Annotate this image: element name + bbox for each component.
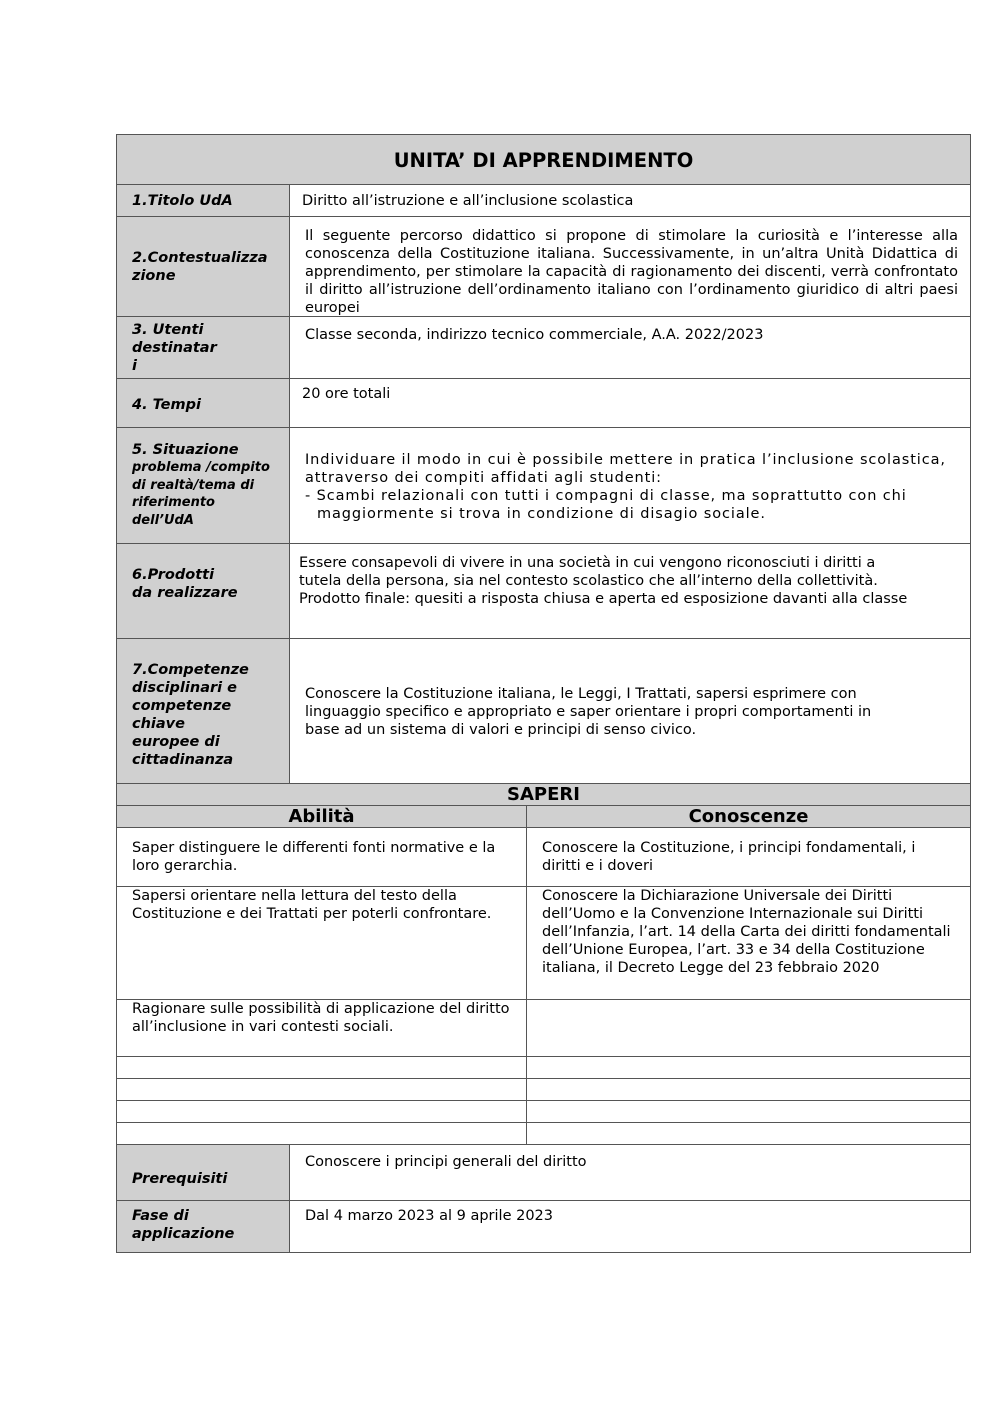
table-row-empty	[116, 1100, 971, 1123]
abilita-cell: Ragionare sulle possibilità di applicazione del diritto all’inclusione in vari contesti sociali.	[116, 999, 527, 1057]
row-tempi	[116, 378, 971, 428]
conoscenze-cell	[526, 999, 971, 1057]
label-tempi	[116, 378, 290, 428]
row-fase	[116, 1200, 971, 1253]
row-contestualizzazione	[116, 216, 971, 317]
label-competenze-l3: competenze	[132, 698, 232, 714]
value-situazione	[289, 427, 971, 544]
value-contestualizzazione: Il seguente percorso didattico si propone di stimolare la curiosità e l’interesse alla conoscenza della Costituzione italiana. Successivamente, in un’altra Unità Didattica di apprendimento, per stimolare la capacità di ragionamento dei discenti, verrà confrontato il diritto all’istruzione dell’ordinamento italiano con l’ordinamento giuridico di altri paesi europei	[289, 216, 971, 317]
saperi-heading: SAPERI	[116, 783, 971, 806]
empty-cell	[526, 1056, 971, 1079]
label-utenti	[116, 316, 290, 379]
label-utenti-l2: destinatar	[132, 339, 217, 356]
label-situazione-l3: di realtà/tema di	[132, 477, 255, 493]
label-competenze-l2: disciplinari e	[132, 680, 237, 696]
label-competenze-l6: cittadinanza	[132, 752, 234, 768]
label-prodotti	[116, 543, 290, 639]
label-contestualizzazione	[116, 216, 290, 317]
situazione-bullet: - Scambi relazionali con tutti i compagni di classe, ma soprattutto con chi maggiormente si trova in condizione di disagio sociale.	[317, 487, 970, 523]
row-prodotti	[116, 543, 971, 639]
label-competenze	[116, 638, 290, 784]
label-situazione-l2: problema /compito	[132, 460, 270, 476]
label-prodotti-l1: 6.Prodotti	[132, 567, 215, 583]
value-prodotti	[289, 543, 971, 639]
label-situazione-l5: dell’UdA	[132, 512, 194, 528]
table-row	[116, 827, 971, 887]
label-competenze-l4: chiave	[132, 716, 185, 732]
row-prerequisiti	[116, 1144, 971, 1201]
row-competenze	[116, 638, 971, 784]
conoscenze-cell: Conoscere la Costituzione, i principi fondamentali, i diritti e i doveri	[526, 827, 971, 887]
label-utenti-l3: i	[132, 357, 137, 374]
table-row-empty	[116, 1122, 971, 1145]
table-row-empty	[116, 1056, 971, 1079]
row-situazione	[116, 427, 971, 544]
label-situazione-l1: 5. Situazione	[132, 441, 239, 458]
empty-cell	[116, 1056, 527, 1079]
saperi-header-row	[116, 805, 971, 828]
header-conoscenze: Conoscenze	[526, 805, 971, 828]
table-row	[116, 886, 971, 1000]
label-fase-l2: applicazione	[132, 1226, 235, 1242]
situazione-list	[305, 487, 970, 523]
situazione-intro: Individuare il modo in cui è possibile mettere in pratica l’inclusione scolastica, attraverso dei compiti affidati agli studenti:	[305, 452, 946, 486]
label-situazione	[116, 427, 290, 544]
value-prerequisiti: Conoscere i principi generali del diritto	[289, 1144, 971, 1201]
label-prodotti-l2: da realizzare	[132, 585, 238, 601]
label-utenti-l1: 3. Utenti	[132, 321, 204, 338]
abilita-cell: Saper distinguere le differenti fonti normative e la loro gerarchia.	[116, 827, 527, 887]
label-titolo	[116, 184, 290, 217]
value-fase: Dal 4 marzo 2023 al 9 aprile 2023	[289, 1200, 971, 1253]
row-utenti	[116, 316, 971, 379]
abilita-cell: Sapersi orientare nella lettura del testo della Costituzione e dei Trattati per poterli confrontare.	[116, 886, 527, 1000]
conoscenze-cell: Conoscere la Dichiarazione Universale dei Diritti dell’Uomo e la Convenzione Internazionale sui Diritti dell’Infanzia, l’art. 14 della Carta dei diritti fondamentali dell’Unione Europea, l’art. 33 e 34 della Costituzione italiana, il Decreto Legge del 23 febbraio 2020	[526, 886, 971, 1000]
label-competenze-l1: 7.Competenze	[132, 662, 249, 678]
value-tempi: 20 ore totali	[289, 378, 971, 428]
empty-cell	[526, 1100, 971, 1123]
label-contestualizzazione-l1: 2.Contestualizza	[132, 249, 268, 266]
label-titolo-text: 1.Titolo UdA	[132, 192, 233, 209]
empty-cell	[526, 1078, 971, 1101]
competenze-line1: Conoscere la Costituzione italiana, le Leggi, I Trattati, sapersi esprimere con	[305, 686, 857, 702]
label-tempi-text: 4. Tempi	[132, 397, 201, 413]
label-fase	[116, 1200, 290, 1253]
row-titolo	[116, 184, 971, 217]
value-titolo: Diritto all’istruzione e all’inclusione scolastica	[289, 184, 971, 217]
value-utenti: Classe seconda, indirizzo tecnico commerciale, A.A. 2022/2023	[289, 316, 971, 379]
value-competenze	[289, 638, 971, 784]
table-row	[116, 999, 971, 1057]
header-abilita: Abilità	[116, 805, 527, 828]
competenze-line3: base ad un sistema di valori e principi di senso civico.	[305, 722, 697, 738]
empty-cell	[116, 1100, 527, 1123]
table-title: UNITA’ DI APPRENDIMENTO	[116, 134, 971, 185]
label-prerequisiti-text: Prerequisiti	[132, 1171, 228, 1187]
empty-cell	[116, 1078, 527, 1101]
label-situazione-l4: riferimento	[132, 495, 215, 511]
empty-cell	[526, 1122, 971, 1145]
label-fase-l1: Fase di	[132, 1208, 189, 1224]
label-contestualizzazione-l2: zione	[132, 267, 176, 284]
competenze-line2: linguaggio specifico e appropriato e saper orientare i propri comportamenti in	[305, 704, 872, 720]
label-competenze-l5: europee di	[132, 734, 220, 750]
prodotti-line3: Prodotto finale: quesiti a risposta chiusa e aperta ed esposizione davanti alla classe	[299, 591, 908, 607]
table-row-empty	[116, 1078, 971, 1101]
label-prerequisiti	[116, 1144, 290, 1201]
empty-cell	[116, 1122, 527, 1145]
prodotti-line2: tutela della persona, sia nel contesto scolastico che all’interno della collettività.	[299, 573, 878, 589]
prodotti-line1: Essere consapevoli di vivere in una società in cui vengono riconosciuti i diritti a	[299, 555, 876, 571]
